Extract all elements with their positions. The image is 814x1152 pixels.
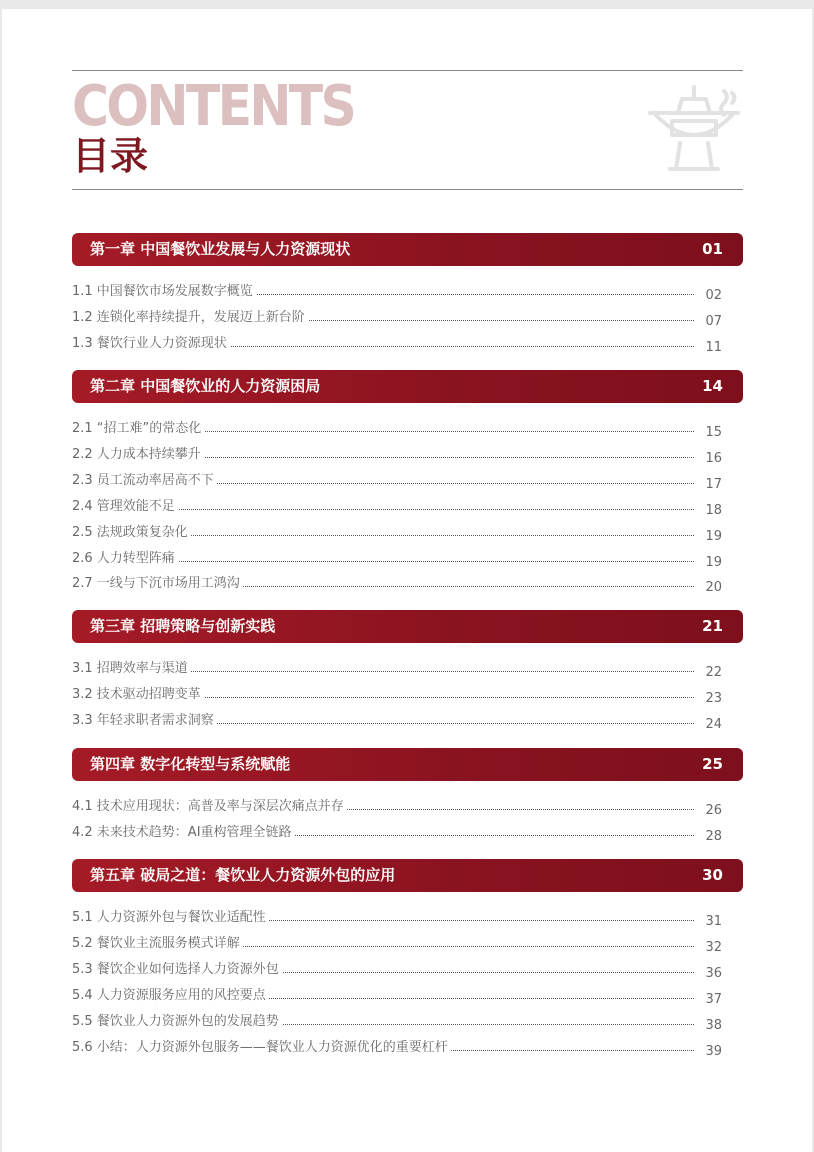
- toc-entry-page-number: 02: [705, 288, 722, 303]
- toc-entry-label: 3.1 招聘效率与渠道: [72, 658, 191, 680]
- toc-entry[interactable]: [72, 796, 722, 818]
- toc-entry[interactable]: [72, 522, 722, 544]
- toc-entry-label: 5.5 餐饮业人力资源外包的发展趋势: [72, 1011, 282, 1033]
- toc-entry[interactable]: [72, 548, 722, 570]
- toc-entry-page-number: 16: [705, 450, 722, 466]
- toc-entry-label: 5.1 人力资源外包与餐饮业适配性: [72, 907, 269, 929]
- toc-entry-label: 4.1 技术应用现状：高普及率与深层次痛点并存: [72, 796, 347, 818]
- chapter-title: 第五章 破局之道：餐饮业人力资源外包的应用: [90, 866, 396, 884]
- toc-entry[interactable]: [72, 710, 722, 732]
- chapter-page-number: 21: [702, 617, 723, 635]
- chapter-heading[interactable]: [72, 859, 743, 892]
- toc-entry[interactable]: [72, 496, 722, 518]
- header-bottom-rule: [72, 189, 743, 190]
- toc-entry-page-number: 36: [705, 965, 722, 981]
- toc-entry[interactable]: [72, 333, 722, 355]
- toc-entry-label: 2.3 员工流动率居高不下: [72, 470, 217, 492]
- toc-entry-label: 2.2 人力成本持续攀升: [72, 444, 204, 466]
- toc-entry[interactable]: [72, 959, 722, 981]
- toc-entry-label: 2.4 管理效能不足: [72, 496, 178, 518]
- toc-entry-page-number: 23: [705, 690, 722, 706]
- toc-entry-label: 1.2 连锁化率持续提升，发展迈上新台阶: [72, 307, 308, 329]
- toc-entry[interactable]: [72, 444, 722, 466]
- toc-entry-page-number: 19: [705, 554, 722, 570]
- contents-title-cn: 目录: [72, 134, 149, 178]
- toc-entry-page-number: 28: [705, 828, 722, 844]
- toc-entry-page-number: 31: [705, 914, 722, 929]
- toc-entry[interactable]: [72, 307, 722, 329]
- toc-entry-label: 2.7 一线与下沉市场用工鸿沟: [72, 573, 243, 595]
- chapter-heading[interactable]: [72, 748, 743, 781]
- dining-pot-icon: [642, 81, 746, 185]
- toc-entry-page-number: 19: [705, 528, 722, 544]
- toc-entry-page-number: 20: [705, 580, 722, 596]
- toc-entry-label: 1.1 中国餐饮市场发展数字概览: [72, 281, 256, 303]
- toc-entry-page-number: 32: [705, 939, 722, 955]
- toc-entry-page-number: 22: [705, 665, 722, 680]
- toc-entry-label: 2.6 人力转型阵痛: [72, 548, 178, 570]
- toc-entry-label: 1.3 餐饮行业人力资源现状: [72, 333, 230, 355]
- chapter-heading[interactable]: [72, 610, 743, 643]
- toc-entry-label: 5.6 小结：人力资源外包服务——餐饮业人力资源优化的重要杠杆: [72, 1037, 451, 1059]
- toc-entry-page-number: 17: [705, 476, 722, 492]
- toc-entry-label: 2.5 法规政策复杂化: [72, 522, 191, 544]
- toc-entry-label: 3.2 技术驱动招聘变革: [72, 684, 204, 706]
- toc-entry-page-number: 37: [705, 991, 722, 1007]
- chapter-page-number: 01: [702, 240, 723, 258]
- toc-entry-page-number: 39: [705, 1043, 722, 1059]
- toc-entry-page-number: 15: [705, 425, 722, 440]
- toc-entry[interactable]: [72, 1037, 722, 1059]
- toc-entry-label: 5.4 人力资源服务应用的风控要点: [72, 985, 269, 1007]
- toc-entry[interactable]: [72, 985, 722, 1007]
- chapter-title: 第一章 中国餐饮业发展与人力资源现状: [90, 240, 351, 258]
- toc-entry-label: 2.1 “招工难”的常态化: [72, 418, 204, 440]
- toc-entry[interactable]: [72, 418, 722, 440]
- toc-entry-page-number: 26: [705, 803, 722, 818]
- toc-entry-page-number: 11: [705, 339, 722, 355]
- toc-entry-label: 4.2 未来技术趋势：AI重构管理全链路: [72, 822, 295, 844]
- toc-entry-label: 5.3 餐饮企业如何选择人力资源外包: [72, 959, 282, 981]
- toc-entry-label: 3.3 年轻求职者需求洞察: [72, 710, 217, 732]
- chapter-title: 第二章 中国餐饮业的人力资源困局: [90, 377, 321, 395]
- header-top-rule: [72, 70, 743, 71]
- toc-entry[interactable]: [72, 573, 722, 595]
- toc-entry-label: 5.2 餐饮业主流服务模式详解: [72, 933, 243, 955]
- toc-entry-page-number: 07: [705, 313, 722, 329]
- toc-entry[interactable]: [72, 933, 722, 955]
- toc-entry[interactable]: [72, 1011, 722, 1033]
- toc-entry[interactable]: [72, 470, 722, 492]
- chapter-title: 第三章 招聘策略与创新实践: [90, 617, 276, 635]
- chapter-heading[interactable]: [72, 233, 743, 266]
- toc-entry-page-number: 18: [705, 502, 722, 518]
- document-page: [2, 9, 812, 1152]
- toc-entry[interactable]: [72, 907, 722, 929]
- toc-entry-page-number: 38: [705, 1017, 722, 1033]
- chapter-page-number: 25: [702, 755, 723, 773]
- chapter-title: 第四章 数字化转型与系统赋能: [90, 755, 291, 773]
- contents-title-en: CONTENTS: [72, 74, 355, 139]
- chapter-heading[interactable]: [72, 370, 743, 403]
- chapter-page-number: 14: [702, 377, 723, 395]
- toc-entry[interactable]: [72, 281, 722, 303]
- toc-entry[interactable]: [72, 684, 722, 706]
- toc-entry[interactable]: [72, 658, 722, 680]
- toc-entry-page-number: 24: [705, 716, 722, 732]
- chapter-page-number: 30: [702, 866, 723, 884]
- toc-entry[interactable]: [72, 822, 722, 844]
